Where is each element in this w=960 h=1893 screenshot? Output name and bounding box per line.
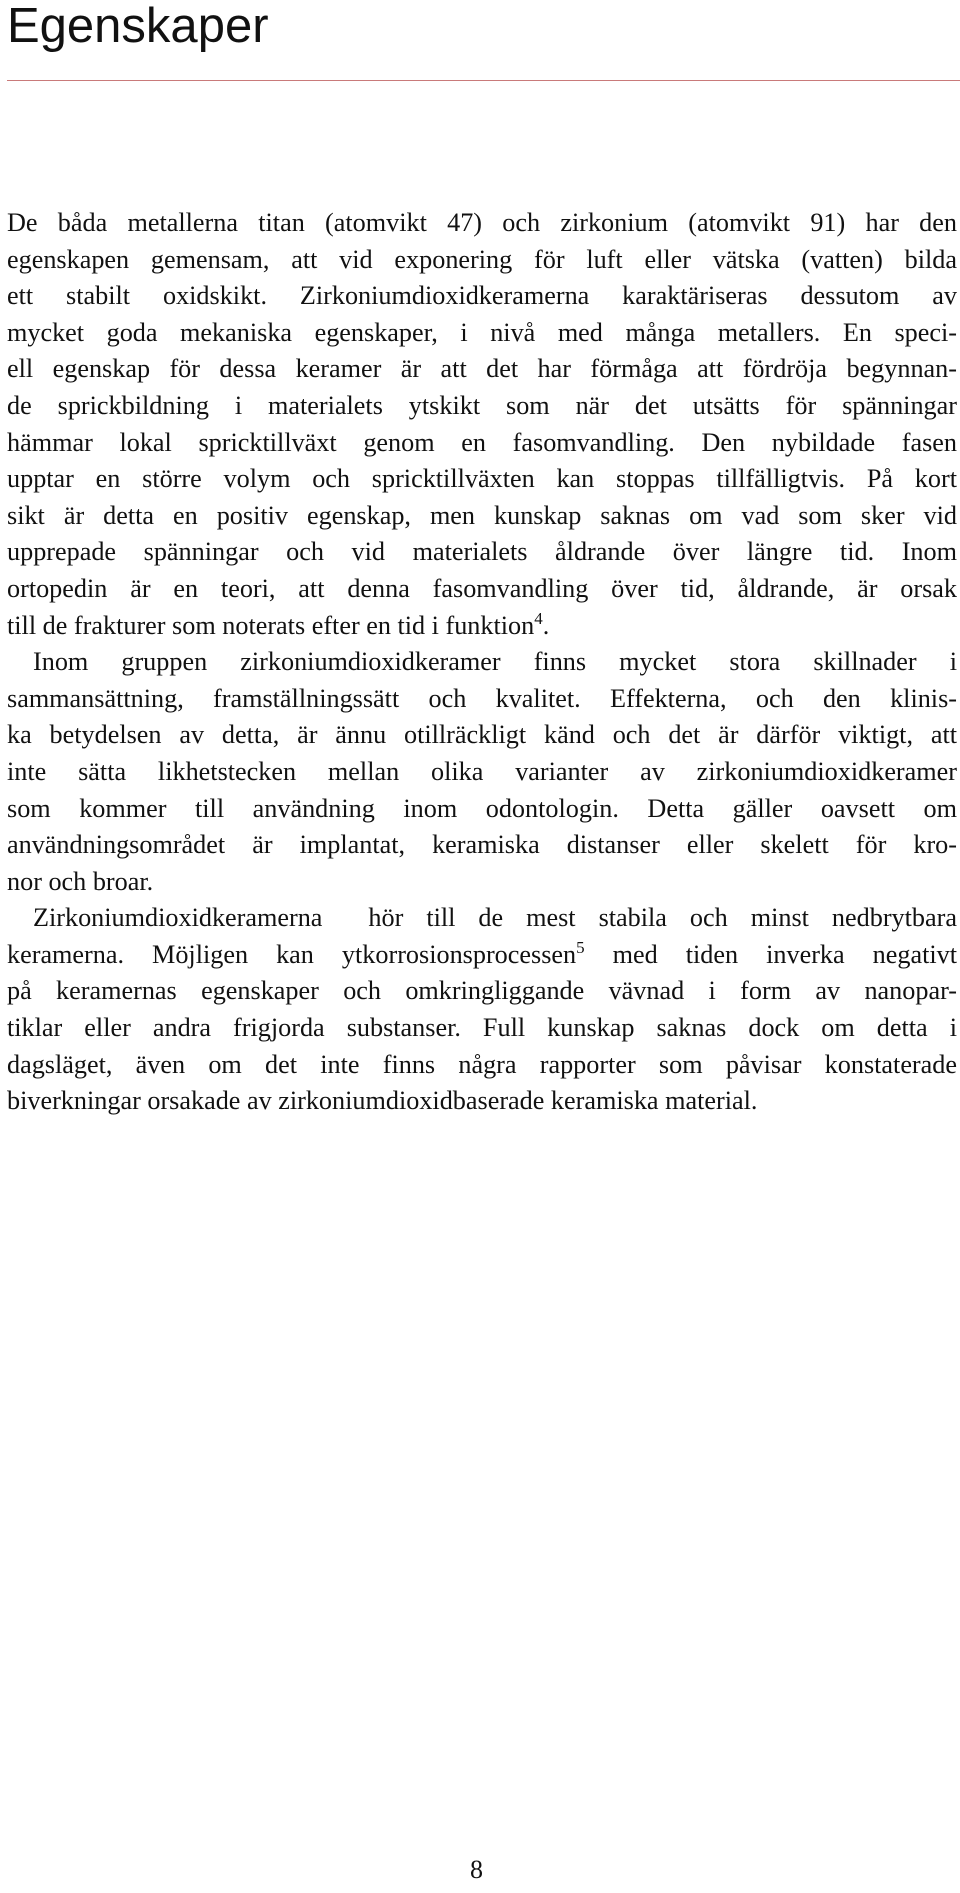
text-line: sammansättning, framställningssätt och kvalitet. Effekterna, och den klinis- [7,683,957,713]
text-line: användningsområdet är implantat, keramiska distanser eller skelett för kro- [7,830,957,860]
text-line: ett stabilt oxidskikt. Zirkoniumdioxidkeramerna karaktäriseras dessutom av [7,281,957,311]
text-line: biverkningar orsakade av zirkoniumdioxidbaserade keramiska material. [7,1086,758,1116]
text-line: egenskapen gemensam, att vid exponering för luft eller vätska (vatten) bilda [7,244,957,274]
text-line: dagsläget, även om det inte finns några rapporter som påvisar konstaterade [7,1049,957,1079]
text-line: ortopedin är en teori, att denna fasomvandling över tid, åldrande, är orsak [7,573,957,603]
text-fragment: . [542,610,550,640]
text-line: på keramernas egenskaper och omkringliggande vävnad i form av nanopar- [7,976,957,1006]
text-line: tiklar eller andra frigjorda substanser. Full kunskap saknas dock om detta i [7,1013,957,1043]
text-line [7,608,957,645]
text-fragment: till de frakturer som noterats efter en tid i funktion [7,610,535,640]
text-line: inte sätta likhetstecken mellan olika varianter av zirkoniumdioxidkeramer [7,756,957,786]
text-line: ka betydelsen av detta, är ännu otillräckligt känd och det är därför viktigt, att [7,720,957,750]
text-line: Inom gruppen zirkoniumdioxidkeramer finns mycket stora skillnader i [33,647,957,677]
paragraph-1 [7,205,957,644]
reference-marker: 5 [576,937,585,957]
section-heading: Egenskaper [7,0,269,53]
page-number: 8 [470,1855,483,1884]
text-line: mycket goda mekaniska egenskaper, i nivå med många metallers. En speci- [7,317,957,347]
text-line: sikt är detta en positiv egenskap, men kunskap saknas om vad som sker vid [7,500,957,530]
text-line: de sprickbildning i materialets ytskikt som när det utsätts för spänningar [7,390,957,420]
text-line: upprepade spänningar och vid materialets åldrande över längre tid. Inom [7,537,957,567]
paragraph-2 [7,644,957,900]
text-line: som kommer till användning inom odontologin. Detta gäller oavsett om [7,793,957,823]
text-fragment: keramerna. Möjligen kan ytkorrosionsprocessen [7,939,577,969]
text-line: ell egenskap för dessa keramer är att det har förmåga att fördröja begynnan- [7,354,957,384]
reference-marker: 4 [534,608,543,628]
text-line: upptar en större volym och spricktillväxten kan stoppas tillfälligtvis. På kort [7,464,957,494]
text-line: De båda metallerna titan (atomvikt 47) och zirkonium (atomvikt 91) har den [7,208,957,237]
text-line: hämmar lokal spricktillväxt genom en fasomvandling. Den nybildade fasen [7,427,957,457]
text-line: Zirkoniumdioxidkeramerna hör till de mest stabila och minst nedbrytbara [33,903,957,933]
text-line [7,937,957,974]
body-text [7,205,957,1120]
text-fragment: med tiden inverka negativt [584,939,957,969]
heading-rule [7,80,960,81]
paragraph-3 [7,900,957,1120]
text-line: nor och broar. [7,866,154,896]
